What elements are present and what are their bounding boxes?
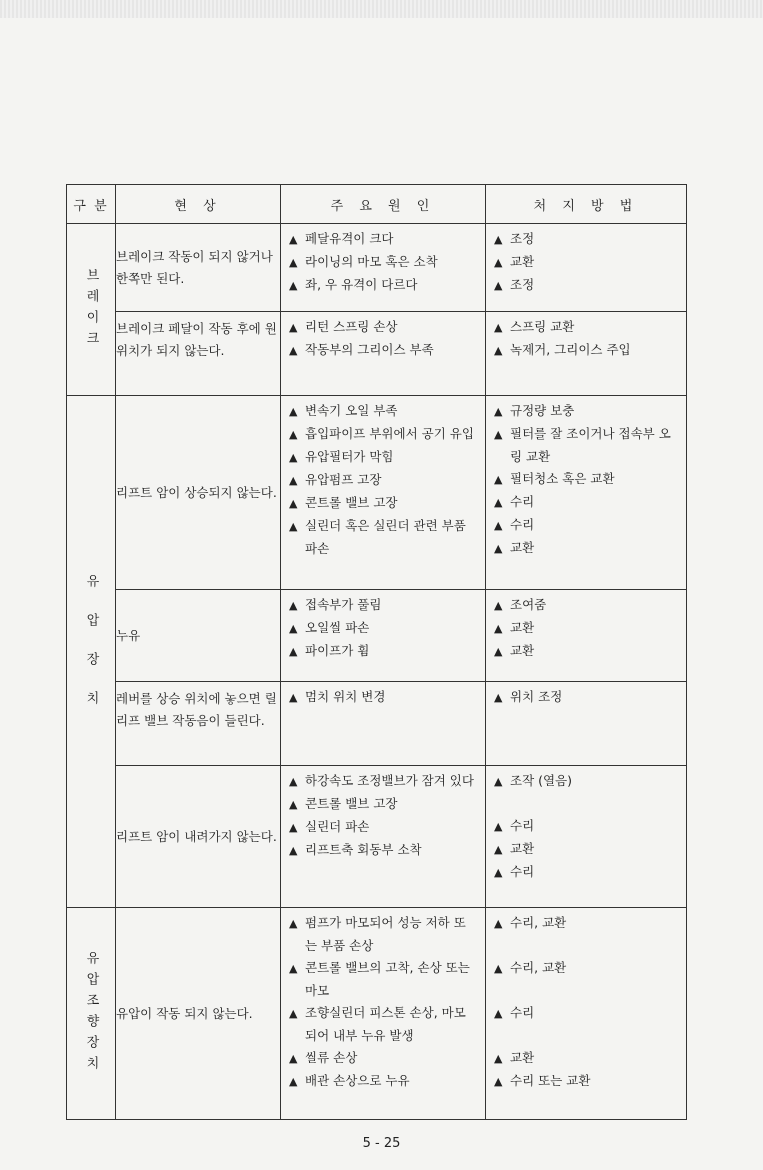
category-hydraulic <box>67 396 116 908</box>
list-item: ▲ 교환 <box>494 841 535 856</box>
list-item: ▲ 교환 <box>494 254 535 269</box>
list-item: ▲ 작동부의 그리이스 부족 <box>289 342 434 357</box>
cause-cell <box>281 396 486 590</box>
list-item: ▲ 수리 또는 교환 <box>494 1073 591 1088</box>
table-row <box>67 396 687 590</box>
list-item: ▲ 흡입파이프 부위에서 공기 유입 <box>289 426 474 441</box>
list-item: ▲ 페달유격이 크다 <box>289 231 394 246</box>
action-cell <box>486 590 687 682</box>
action-cell <box>486 682 687 766</box>
table-row <box>67 766 687 908</box>
cause-cell <box>281 590 486 682</box>
list-item: ▲ 교환 <box>494 620 535 635</box>
symptom-cell: 리프트 암이 내려가지 않는다. <box>116 766 281 908</box>
header-row <box>67 185 687 224</box>
action-cell <box>486 224 687 312</box>
list-item: ▲ 교환 <box>494 540 535 555</box>
list-item: ▲ 실린더 파손 <box>289 819 370 834</box>
troubleshooting-table <box>66 184 687 1120</box>
list-item: ▲ 변속기 오일 부족 <box>289 403 398 418</box>
cause-cell <box>281 224 486 312</box>
list-item: ▲ 스프링 교환 <box>494 319 575 334</box>
list-item: ▲ 씰류 손상 <box>289 1050 358 1065</box>
list-item: ▲ 수리 <box>494 864 535 879</box>
header-category: 구 분 <box>67 185 116 224</box>
cause-cell <box>281 312 486 396</box>
list-item: ▲ 녹제거, 그리이스 주입 <box>494 342 631 357</box>
list-item: ▲ 조여줌 <box>494 597 547 612</box>
list-item: ▲ 교환 <box>494 643 535 658</box>
list-item: ▲ 수리 <box>494 1005 535 1020</box>
list-item: ▲ 펌프가 마모되어 성능 저하 또는 부품 손상 <box>289 915 466 953</box>
list-item: ▲ 수리 <box>494 517 535 532</box>
list-item: ▲ 수리 <box>494 494 535 509</box>
list-item: ▲ 파이프가 휨 <box>289 643 370 658</box>
list-item: ▲ 조정 <box>494 277 535 292</box>
category-label: 브레이크 <box>83 267 99 352</box>
list-item: ▲ 멈치 위치 변경 <box>289 689 386 704</box>
action-cell <box>486 908 687 1120</box>
category-label: 유압조향장치 <box>83 950 99 1077</box>
list-item: ▲ 하강속도 조정밸브가 잠겨 있다 <box>289 773 474 788</box>
list-item: ▲ 수리 <box>494 818 535 833</box>
list-item: ▲ 유압필터가 막힘 <box>289 449 394 464</box>
symptom-cell: 유압이 작동 되지 않는다. <box>116 908 281 1120</box>
list-item: ▲ 조작 (열음) <box>494 773 573 788</box>
scan-edge <box>0 0 763 18</box>
list-item: ▲ 접속부가 풀림 <box>289 597 382 612</box>
list-item: ▲ 좌, 우 유격이 다르다 <box>289 277 418 292</box>
category-label: 유압장치 <box>83 573 99 730</box>
cause-cell <box>281 682 486 766</box>
action-cell <box>486 312 687 396</box>
symptom-cell: 레버를 상승 위치에 놓으면 릴리프 밸브 작동음이 들린다. <box>116 682 281 766</box>
list-item: ▲ 라이닝의 마모 혹은 소착 <box>289 254 438 269</box>
page-number: 5 - 25 <box>362 1136 401 1151</box>
list-item: ▲ 리프트축 회동부 소착 <box>289 842 422 857</box>
header-cause: 주 요 원 인 <box>281 185 486 224</box>
table-row <box>67 312 687 396</box>
list-item: ▲ 교환 <box>494 1050 535 1065</box>
table-row <box>67 224 687 312</box>
symptom-cell: 누유 <box>116 590 281 682</box>
symptom-cell: 브레이크 작동이 되지 않거나 한쪽만 된다. <box>116 224 281 312</box>
header-action: 처 지 방 법 <box>486 185 687 224</box>
table-row <box>67 908 687 1120</box>
list-item: ▲ 조향실린더 피스톤 손상, 마모되어 내부 누유 발생 <box>289 1005 466 1043</box>
list-item: ▲ 필터청소 혹은 교환 <box>494 471 615 486</box>
list-item: ▲ 콘트롤 밸브 고장 <box>289 796 398 811</box>
symptom-cell: 브레이크 페달이 작동 후에 원위치가 되지 않는다. <box>116 312 281 396</box>
list-item: ▲ 조정 <box>494 231 535 246</box>
list-item: ▲ 실린더 혹은 실린더 관련 부품 파손 <box>289 518 466 556</box>
table-row <box>67 590 687 682</box>
list-item: ▲ 콘트롤 밸브의 고착, 손상 또는 마모 <box>289 960 470 998</box>
list-item: ▲ 유압펌프 고장 <box>289 472 382 487</box>
action-cell <box>486 396 687 590</box>
list-item: ▲ 리턴 스프링 손상 <box>289 319 398 334</box>
list-item: ▲ 위치 조정 <box>494 689 563 704</box>
list-item: ▲ 규정량 보충 <box>494 403 575 418</box>
symptom-cell: 리프트 암이 상승되지 않는다. <box>116 396 281 590</box>
list-item: ▲ 수리, 교환 <box>494 960 567 975</box>
header-symptom: 현 상 <box>116 185 281 224</box>
list-item: ▲ 콘트롤 밸브 고장 <box>289 495 398 510</box>
list-item: ▲ 필터를 잘 조이거나 접속부 오 링 교환 <box>494 426 671 464</box>
list-item: ▲ 수리, 교환 <box>494 915 567 930</box>
cause-cell <box>281 766 486 908</box>
cause-cell <box>281 908 486 1120</box>
table-row <box>67 682 687 766</box>
category-pressure <box>67 908 116 1120</box>
list-item: ▲ 오일씰 파손 <box>289 620 370 635</box>
category-brake <box>67 224 116 396</box>
action-cell <box>486 766 687 908</box>
list-item: ▲ 배관 손상으로 누유 <box>289 1073 410 1088</box>
